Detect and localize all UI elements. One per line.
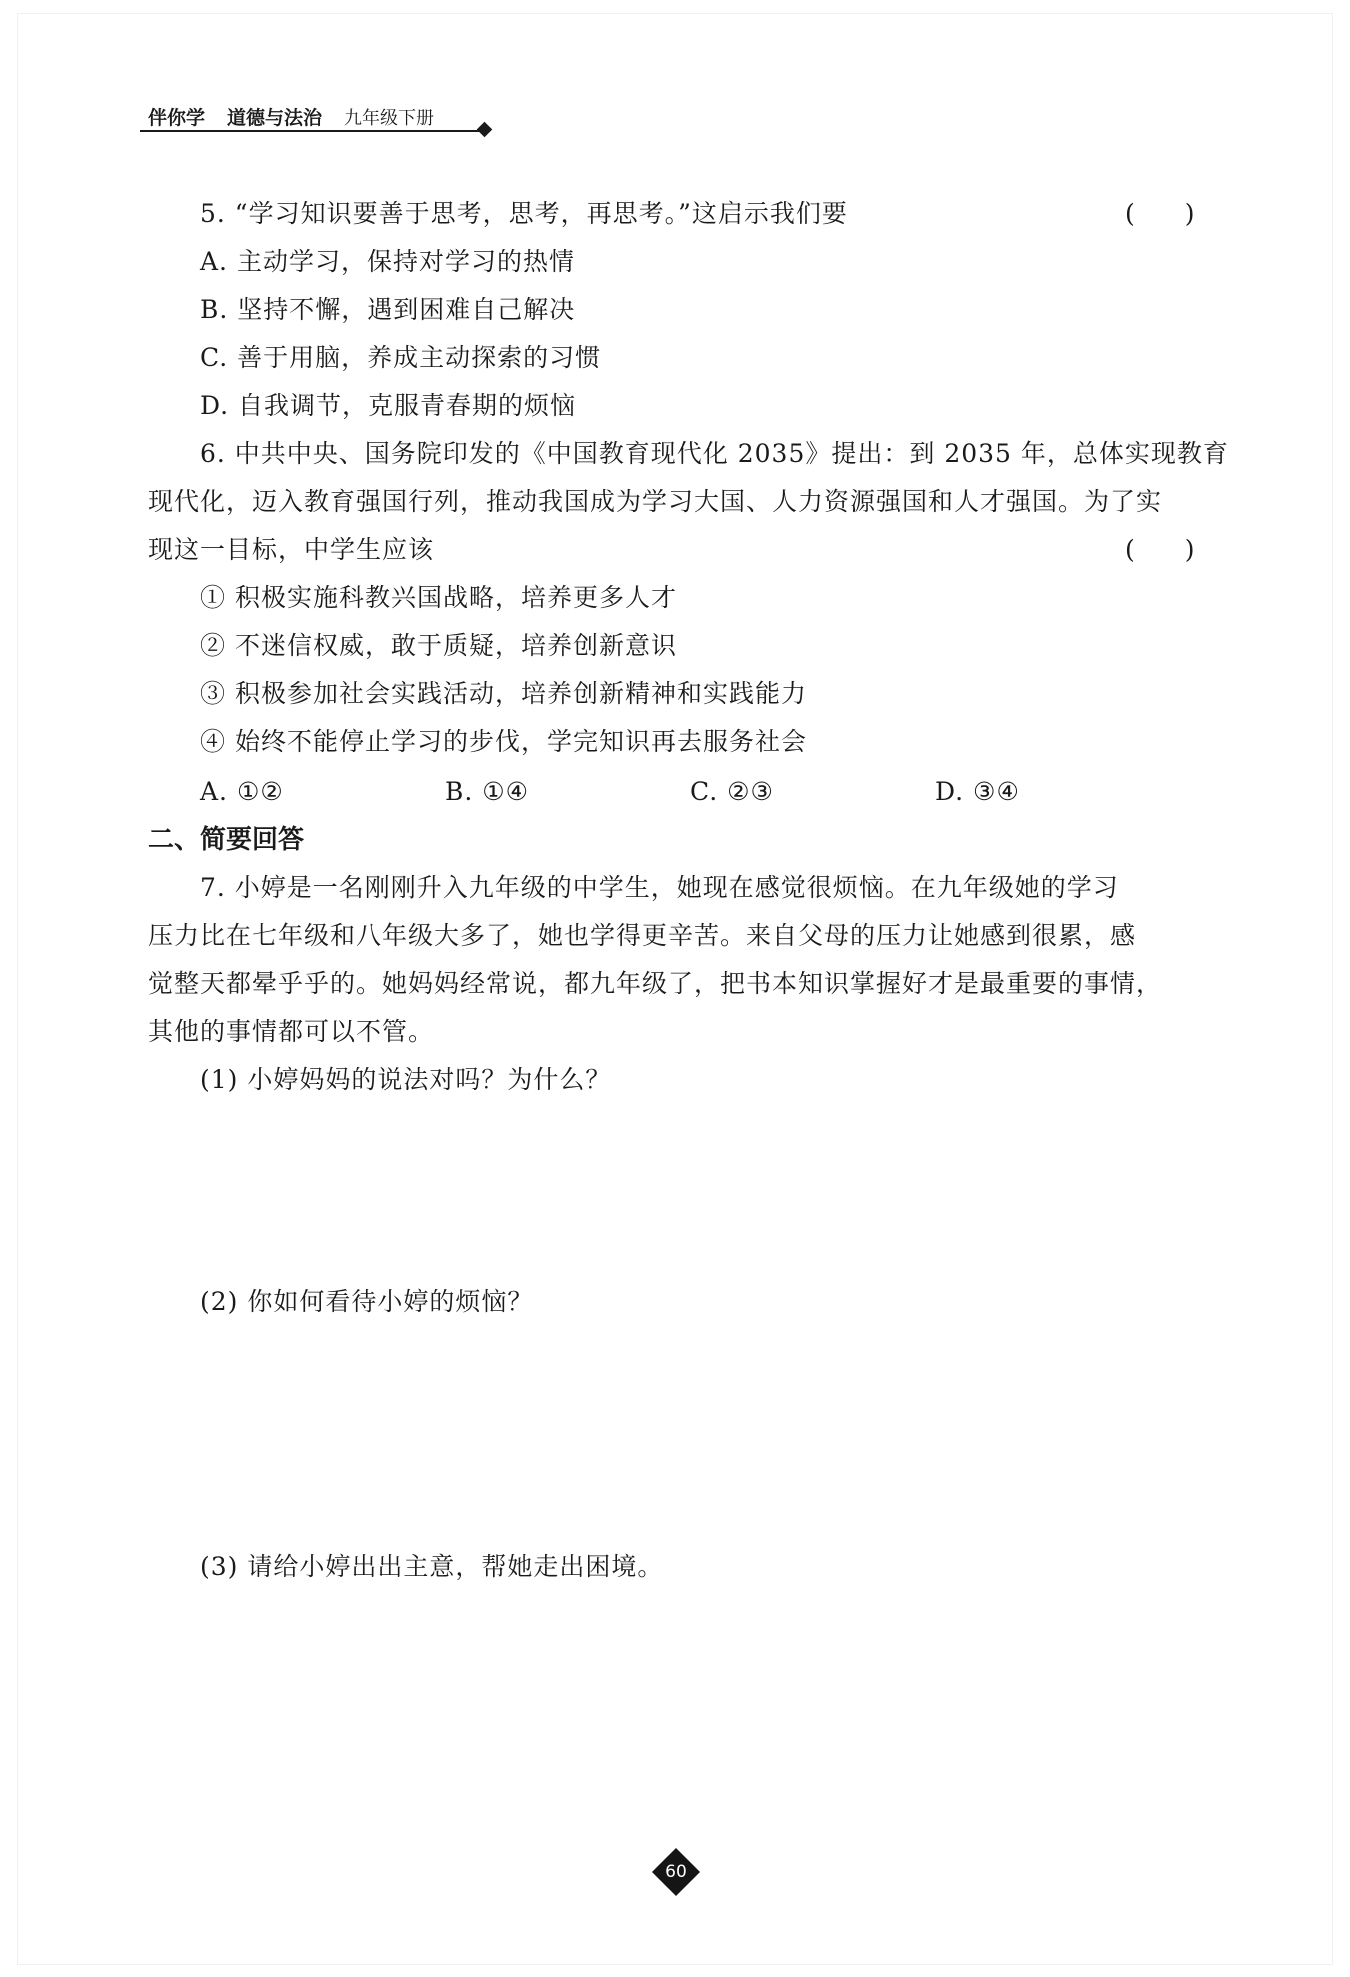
q7-sub-question-1: (1) 小婷妈妈的说法对吗？为什么？ <box>200 1065 612 1094</box>
q6-choice-a: A. ①② <box>200 777 284 806</box>
q5-option-b: B. 坚持不懈，遇到困难自己解决 <box>200 295 576 324</box>
q6-stem-line-1: 6. 中共中央、国务院印发的《中国教育现代化 2035》提出：到 2035 年，总体实现教育 <box>200 439 1229 468</box>
header-series: 伴你学 <box>148 107 206 129</box>
q6-statement-4: ④ 始终不能停止学习的步伐，学完知识再去服务社会 <box>200 727 807 756</box>
q7-passage-line-1: 7. 小婷是一名刚刚升入九年级的中学生，她现在感觉很烦恼。在九年级她的学习 <box>200 873 1119 902</box>
q6-choice-b: B. ①④ <box>445 777 530 806</box>
q5-answer-paren: ( ) <box>1125 199 1195 228</box>
q5-option-c: C. 善于用脑，养成主动探索的习惯 <box>200 343 602 372</box>
q6-statement-1: ① 积极实施科教兴国战略，培养更多人才 <box>200 583 677 612</box>
q6-statement-2: ② 不迷信权威，敢于质疑，培养创新意识 <box>200 631 677 660</box>
q5-option-a: A. 主动学习，保持对学习的热情 <box>200 247 575 276</box>
q6-answer-paren: ( ) <box>1125 535 1195 564</box>
q5-stem: 5. “学习知识要善于思考，思考，再思考。”这启示我们要 <box>200 199 848 228</box>
q6-choice-c: C. ②③ <box>690 777 774 806</box>
q7-passage-line-3: 觉整天都晕乎乎的。她妈妈经常说，都九年级了，把书本知识掌握好才是最重要的事情， <box>148 969 1163 998</box>
page-number-badge <box>652 1848 700 1896</box>
q7-passage-line-4: 其他的事情都可以不管。 <box>148 1017 435 1046</box>
header-grade: 九年级下册 <box>344 108 435 129</box>
q7-passage-line-2: 压力比在七年级和八年级大多了，她也学得更辛苦。来自父母的压力让她感到很累，感 <box>148 921 1137 950</box>
q6-statement-3: ③ 积极参加社会实践活动，培养创新精神和实践能力 <box>200 679 807 708</box>
q6-choice-d: D. ③④ <box>935 777 1020 806</box>
page-number: 60 <box>665 1862 687 1882</box>
header-subject: 道德与法治 <box>227 107 323 129</box>
q5-option-d: D. 自我调节，克服青春期的烦恼 <box>200 391 577 420</box>
q6-stem-line-3: 现这一目标，中学生应该 <box>148 535 435 564</box>
header-rule <box>140 130 485 132</box>
running-header <box>148 100 434 130</box>
section-title: 二、简要回答 <box>148 825 305 855</box>
q6-stem-line-2: 现代化，迈入教育强国行列，推动我国成为学习大国、人力资源强国和人才强国。为了实 <box>148 487 1163 516</box>
q7-sub-question-2: (2) 你如何看待小婷的烦恼？ <box>200 1287 534 1316</box>
q7-sub-question-3: (3) 请给小婷出出主意，帮她走出困境。 <box>200 1552 664 1581</box>
